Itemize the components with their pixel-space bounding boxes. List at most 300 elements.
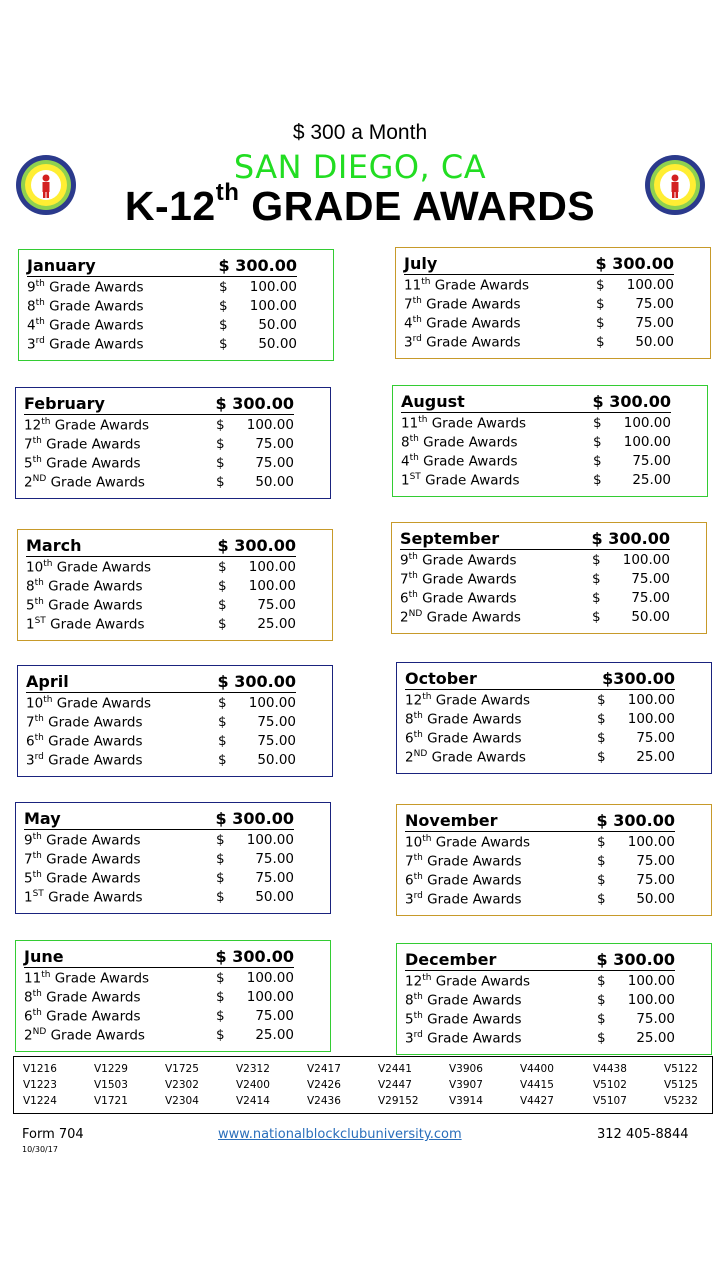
grade-number: 7 <box>24 436 33 453</box>
voucher-row <box>23 1095 713 1111</box>
currency-symbol: $ <box>596 315 605 331</box>
voucher-code: V2436 <box>307 1095 341 1107</box>
grade-text: Grade Awards <box>49 317 144 334</box>
grade-ordinal: ND <box>413 749 428 759</box>
grade-label <box>26 559 151 576</box>
grade-ordinal: th <box>43 559 53 569</box>
award-amount: 75.00 <box>257 597 296 613</box>
currency-symbol: $ <box>216 455 225 471</box>
grade-text: Grade Awards <box>56 559 152 576</box>
award-row <box>27 298 297 317</box>
grade-text: Grade Awards <box>427 1011 522 1028</box>
grade-ordinal: th <box>408 552 418 562</box>
grade-text: Grade Awards <box>48 714 143 731</box>
grade-number: 3 <box>26 752 35 769</box>
grade-label <box>405 749 526 766</box>
month-header <box>27 256 297 277</box>
currency-symbol: $ <box>597 992 606 1008</box>
voucher-code: V1216 <box>23 1063 57 1075</box>
grade-number: 7 <box>404 296 413 313</box>
voucher-code: V4438 <box>593 1063 627 1075</box>
grade-ordinal: th <box>413 711 423 721</box>
logo-emblem-left <box>15 154 77 216</box>
grade-number: 3 <box>404 334 413 351</box>
grade-ordinal: th <box>32 870 42 880</box>
award-row <box>405 853 675 872</box>
grade-ordinal: th <box>43 695 53 705</box>
grade-number: 7 <box>24 851 33 868</box>
grade-ordinal: th <box>41 417 51 427</box>
grade-text: Grade Awards <box>423 434 518 451</box>
grade-number: 8 <box>27 298 36 315</box>
grade-ordinal: th <box>32 436 42 446</box>
award-amount: 100.00 <box>623 415 671 431</box>
month-card-april <box>17 665 333 777</box>
grade-number: 6 <box>400 590 409 607</box>
grade-text: Grade Awards <box>50 616 145 633</box>
currency-symbol: $ <box>597 1011 606 1027</box>
award-amount: 75.00 <box>255 455 294 471</box>
grade-text: Grade Awards <box>46 989 141 1006</box>
currency-symbol: $ <box>216 832 225 848</box>
month-card-may <box>15 802 331 914</box>
currency-symbol: $ <box>597 749 606 765</box>
award-row <box>405 1030 675 1049</box>
currency-symbol: $ <box>593 453 602 469</box>
month-total: $ 300.00 <box>596 811 675 830</box>
award-row <box>24 455 294 474</box>
grade-text: Grade Awards <box>50 1027 145 1044</box>
grade-label <box>27 336 144 353</box>
grade-label <box>405 1030 522 1047</box>
month-header <box>24 947 294 968</box>
grade-text: Grade Awards <box>46 436 141 453</box>
grade-label <box>24 417 149 434</box>
grade-number: 4 <box>404 315 413 332</box>
grade-text: Grade Awards <box>426 315 521 332</box>
grade-text: Grade Awards <box>425 472 520 489</box>
currency-symbol: $ <box>216 851 225 867</box>
grade-number: 9 <box>400 552 409 569</box>
currency-symbol: $ <box>593 434 602 450</box>
currency-symbol: $ <box>597 973 606 989</box>
grade-text: Grade Awards <box>426 334 521 351</box>
award-row <box>405 711 675 730</box>
award-row <box>27 336 297 355</box>
month-name: February <box>24 394 105 413</box>
grade-label <box>24 436 141 453</box>
grade-label <box>405 1011 522 1028</box>
grade-label <box>404 277 529 294</box>
month-card-october <box>396 662 712 774</box>
grade-ordinal: th <box>34 733 44 743</box>
currency-symbol: $ <box>597 891 606 907</box>
currency-symbol: $ <box>592 609 601 625</box>
award-amount: 100.00 <box>627 834 675 850</box>
grade-number: 2 <box>24 474 33 491</box>
grade-text: Grade Awards <box>46 832 141 849</box>
grade-text: Grade Awards <box>46 851 141 868</box>
award-amount: 75.00 <box>635 296 674 312</box>
month-total: $ 300.00 <box>215 394 294 413</box>
voucher-code: V2312 <box>236 1063 270 1075</box>
voucher-code: V2417 <box>307 1063 341 1075</box>
grade-text: Grade Awards <box>50 474 145 491</box>
grade-label <box>24 832 141 849</box>
grade-number: 1 <box>401 472 410 489</box>
award-row <box>24 889 294 908</box>
month-header <box>26 672 296 693</box>
month-total: $ 300.00 <box>215 947 294 966</box>
grade-text: Grade Awards <box>49 336 144 353</box>
currency-symbol: $ <box>597 711 606 727</box>
currency-symbol: $ <box>216 870 225 886</box>
month-name: September <box>400 529 500 548</box>
grade-label <box>405 692 530 709</box>
currency-symbol: $ <box>596 296 605 312</box>
currency-symbol: $ <box>216 1027 225 1043</box>
award-row <box>26 597 296 616</box>
grade-number: 10 <box>26 695 44 712</box>
grade-label <box>24 970 149 987</box>
grade-number: 10 <box>26 559 44 576</box>
award-amount: 75.00 <box>257 733 296 749</box>
award-row <box>401 434 671 453</box>
grade-label <box>401 434 518 451</box>
grade-text: Grade Awards <box>423 453 518 470</box>
currency-symbol: $ <box>218 733 227 749</box>
grade-number: 11 <box>24 970 42 987</box>
grade-text: Grade Awards <box>426 296 521 313</box>
month-card-january <box>18 249 334 361</box>
phone-number: 312 405-8844 <box>597 1127 689 1142</box>
voucher-code: V2302 <box>165 1079 199 1091</box>
grade-number: 2 <box>24 1027 33 1044</box>
voucher-code: V3906 <box>449 1063 483 1075</box>
currency-symbol: $ <box>596 277 605 293</box>
grade-number: 4 <box>401 453 410 470</box>
grade-number: 12 <box>405 692 423 709</box>
grade-text: Grade Awards <box>46 870 141 887</box>
award-row <box>401 472 671 491</box>
grade-text: Grade Awards <box>427 891 522 908</box>
grade-label <box>404 315 521 332</box>
award-row <box>26 616 296 635</box>
grade-label <box>27 279 144 296</box>
grade-label <box>400 571 517 588</box>
award-amount: 100.00 <box>627 692 675 708</box>
award-row <box>26 733 296 752</box>
voucher-code: V5125 <box>664 1079 698 1091</box>
currency-symbol: $ <box>218 616 227 632</box>
month-header <box>405 669 675 690</box>
voucher-code: V4400 <box>520 1063 554 1075</box>
award-row <box>401 453 671 472</box>
month-card-december <box>396 943 712 1055</box>
currency-symbol: $ <box>216 889 225 905</box>
grade-label <box>405 853 522 870</box>
award-amount: 75.00 <box>257 714 296 730</box>
grade-number: 5 <box>24 455 33 472</box>
month-header <box>26 536 296 557</box>
currency-symbol: $ <box>218 714 227 730</box>
grade-text: Grade Awards <box>422 552 517 569</box>
voucher-code: V1223 <box>23 1079 57 1091</box>
award-amount: 75.00 <box>636 730 675 746</box>
grade-ordinal: rd <box>413 1030 423 1040</box>
month-total: $ 300.00 <box>592 392 671 411</box>
grade-number: 3 <box>405 891 414 908</box>
month-name: December <box>405 950 497 969</box>
grade-label <box>27 298 144 315</box>
grade-text: Grade Awards <box>46 1008 141 1025</box>
grade-text: Grade Awards <box>48 752 143 769</box>
award-row <box>24 832 294 851</box>
award-amount: 100.00 <box>246 989 294 1005</box>
grade-number: 1 <box>24 889 33 906</box>
website-link[interactable]: www.nationalblockclubuniversity.com <box>218 1127 462 1142</box>
month-name: August <box>401 392 465 411</box>
grade-text: Grade Awards <box>48 733 143 750</box>
grade-ordinal: ND <box>32 474 47 484</box>
grade-ordinal: th <box>412 315 422 325</box>
award-row <box>405 891 675 910</box>
grade-number: 8 <box>24 989 33 1006</box>
grade-label <box>26 597 143 614</box>
award-row <box>27 317 297 336</box>
award-row <box>24 1008 294 1027</box>
grade-number: 8 <box>26 578 35 595</box>
grade-text: Grade Awards <box>54 417 150 434</box>
grade-label <box>26 695 151 712</box>
grade-ordinal: ST <box>409 472 421 482</box>
voucher-code: V29152 <box>378 1095 419 1107</box>
grade-ordinal: rd <box>35 336 45 346</box>
month-name: June <box>24 947 64 966</box>
grade-ordinal: th <box>413 853 423 863</box>
grade-label <box>405 711 522 728</box>
currency-symbol: $ <box>216 989 225 1005</box>
logo-emblem-right <box>644 154 706 216</box>
grade-text: Grade Awards <box>427 730 522 747</box>
award-amount: 100.00 <box>246 832 294 848</box>
award-amount: 100.00 <box>246 417 294 433</box>
grade-number: 8 <box>401 434 410 451</box>
award-amount: 50.00 <box>258 336 297 352</box>
currency-symbol: $ <box>216 474 225 490</box>
grade-text: Grade Awards <box>56 695 152 712</box>
grade-number: 5 <box>24 870 33 887</box>
voucher-code: V2304 <box>165 1095 199 1107</box>
page-title <box>0 179 720 230</box>
award-row <box>405 872 675 891</box>
award-amount: 50.00 <box>636 891 675 907</box>
voucher-code: V1725 <box>165 1063 199 1075</box>
grade-text: Grade Awards <box>427 872 522 889</box>
grade-text: Grade Awards <box>54 970 150 987</box>
city-heading: SAN DIEGO, CA <box>233 148 487 186</box>
month-name: October <box>405 669 477 688</box>
award-row <box>405 749 675 768</box>
voucher-code: V4415 <box>520 1079 554 1091</box>
grade-number: 7 <box>26 714 35 731</box>
award-amount: 100.00 <box>249 298 297 314</box>
month-total: $ 300.00 <box>217 672 296 691</box>
month-total: $300.00 <box>602 669 675 688</box>
voucher-code: V1721 <box>94 1095 128 1107</box>
award-amount: 100.00 <box>623 434 671 450</box>
title-suffix: GRADE AWARDS <box>239 183 596 229</box>
currency-symbol: $ <box>597 1030 606 1046</box>
currency-symbol: $ <box>216 436 225 452</box>
award-row <box>400 590 670 609</box>
award-row <box>404 277 674 296</box>
grade-text: Grade Awards <box>435 834 531 851</box>
grade-number: 2 <box>400 609 409 626</box>
grade-label <box>404 296 521 313</box>
month-header <box>400 529 670 550</box>
award-row <box>405 834 675 853</box>
award-row <box>405 973 675 992</box>
grade-label <box>26 752 143 769</box>
award-amount: 100.00 <box>627 992 675 1008</box>
voucher-code: V2426 <box>307 1079 341 1091</box>
voucher-code: V2447 <box>378 1079 412 1091</box>
award-amount: 25.00 <box>255 1027 294 1043</box>
award-row <box>405 1011 675 1030</box>
month-header <box>405 950 675 971</box>
month-card-june <box>15 940 331 1052</box>
grade-ordinal: th <box>413 1011 423 1021</box>
currency-symbol: $ <box>592 552 601 568</box>
month-name: July <box>404 254 438 273</box>
grade-ordinal: th <box>35 298 45 308</box>
award-row <box>405 992 675 1011</box>
grade-ordinal: th <box>409 434 419 444</box>
month-card-march <box>17 529 333 641</box>
grade-text: Grade Awards <box>48 597 143 614</box>
grade-ordinal: th <box>413 872 423 882</box>
form-date: 10/30/17 <box>22 1145 58 1154</box>
award-amount: 75.00 <box>631 590 670 606</box>
grade-ordinal: ND <box>32 1027 47 1037</box>
grade-number: 1 <box>26 616 35 633</box>
grade-text: Grade Awards <box>48 578 143 595</box>
grade-text: Grade Awards <box>427 1030 522 1047</box>
month-total: $ 300.00 <box>591 529 670 548</box>
grade-label <box>26 733 143 750</box>
grade-label <box>404 334 521 351</box>
grade-number: 11 <box>404 277 422 294</box>
grade-ordinal: rd <box>34 752 44 762</box>
currency-symbol: $ <box>216 417 225 433</box>
grade-text: Grade Awards <box>431 415 527 432</box>
award-amount: 50.00 <box>255 889 294 905</box>
award-amount: 75.00 <box>255 870 294 886</box>
grade-label <box>405 730 522 747</box>
award-amount: 100.00 <box>246 970 294 986</box>
emblem-icon <box>644 154 706 216</box>
grade-ordinal: th <box>418 415 428 425</box>
voucher-code: V2414 <box>236 1095 270 1107</box>
award-row <box>27 279 297 298</box>
grade-text: Grade Awards <box>435 973 531 990</box>
voucher-code: V1503 <box>94 1079 128 1091</box>
award-amount: 75.00 <box>636 853 675 869</box>
grade-text: Grade Awards <box>431 749 526 766</box>
award-amount: 100.00 <box>249 279 297 295</box>
award-amount: 100.00 <box>248 578 296 594</box>
currency-symbol: $ <box>597 730 606 746</box>
grade-number: 12 <box>24 417 42 434</box>
month-name: May <box>24 809 61 828</box>
grade-ordinal: th <box>41 970 51 980</box>
month-name: March <box>26 536 82 555</box>
grade-label <box>400 609 521 626</box>
grade-text: Grade Awards <box>46 455 141 472</box>
grade-label <box>400 552 517 569</box>
award-amount: 25.00 <box>636 1030 675 1046</box>
grade-text: Grade Awards <box>435 692 531 709</box>
grade-number: 7 <box>405 853 414 870</box>
grade-number: 11 <box>401 415 419 432</box>
voucher-code: V1229 <box>94 1063 128 1075</box>
grade-ordinal: th <box>413 992 423 1002</box>
currency-symbol: $ <box>597 853 606 869</box>
voucher-code: V4427 <box>520 1095 554 1107</box>
grade-ordinal: th <box>408 590 418 600</box>
month-card-july <box>395 247 711 359</box>
grade-label <box>405 973 530 990</box>
award-row <box>24 474 294 493</box>
award-row <box>404 315 674 334</box>
currency-symbol: $ <box>216 970 225 986</box>
voucher-code: V2400 <box>236 1079 270 1091</box>
grade-ordinal: th <box>35 317 45 327</box>
grade-label <box>405 834 530 851</box>
voucher-code: V2441 <box>378 1063 412 1075</box>
month-total: $ 300.00 <box>596 950 675 969</box>
month-total: $ 300.00 <box>218 256 297 275</box>
award-amount: 75.00 <box>635 315 674 331</box>
currency-symbol: $ <box>218 559 227 575</box>
grade-number: 6 <box>405 730 414 747</box>
award-amount: 100.00 <box>626 277 674 293</box>
grade-number: 6 <box>26 733 35 750</box>
month-total: $ 300.00 <box>215 809 294 828</box>
award-row <box>404 296 674 315</box>
month-name: January <box>27 256 96 275</box>
grade-ordinal: ND <box>408 609 423 619</box>
grade-label <box>26 578 143 595</box>
grade-label <box>26 616 144 633</box>
grade-number: 8 <box>405 711 414 728</box>
award-amount: 75.00 <box>631 571 670 587</box>
grade-label <box>24 455 141 472</box>
grade-label <box>24 889 142 906</box>
grade-ordinal: th <box>32 455 42 465</box>
award-amount: 100.00 <box>627 711 675 727</box>
grade-text: Grade Awards <box>422 590 517 607</box>
grade-number: 6 <box>405 872 414 889</box>
page-subtitle: $ 300 a Month <box>292 121 428 144</box>
award-row <box>24 851 294 870</box>
grade-label <box>401 415 526 432</box>
award-amount: 75.00 <box>255 436 294 452</box>
month-header <box>404 254 674 275</box>
award-row <box>24 870 294 889</box>
grade-ordinal: th <box>409 453 419 463</box>
